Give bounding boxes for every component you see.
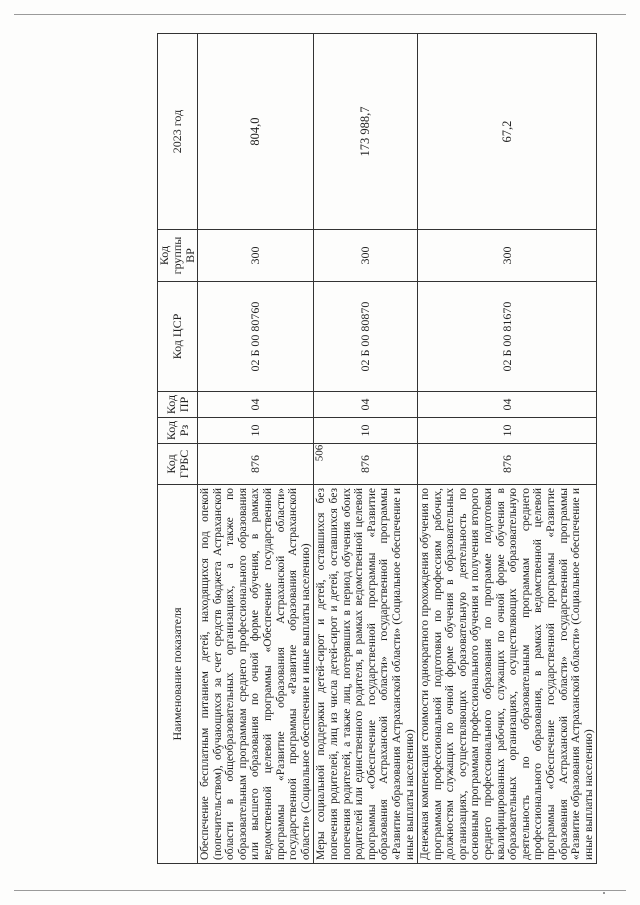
- scan-speck: [603, 892, 605, 894]
- row-rz: 10: [198, 418, 314, 444]
- header-csr: Код ЦСР: [158, 282, 198, 392]
- header-vr: Код группы ВР: [158, 230, 198, 282]
- header-name: Наименование показателя: [158, 485, 198, 864]
- header-pr: Код ПР: [158, 392, 198, 418]
- row-csr: 02 Б 00 80760: [198, 282, 314, 392]
- row-grbs: 876: [198, 444, 314, 485]
- row-rz: 10: [314, 418, 418, 444]
- row-amount: 804,0: [198, 34, 314, 230]
- row-rz: 10: [418, 418, 597, 444]
- row-csr: 02 Б 00 81670: [418, 282, 597, 392]
- row-amount: 67,2: [418, 34, 597, 230]
- budget-table: [157, 33, 597, 864]
- row-pr: 04: [314, 392, 418, 418]
- page-number: 506: [313, 444, 325, 462]
- table-row: [418, 34, 597, 864]
- row-name: Меры социальной поддержки детей-сирот и детей, оставшихся без попечения родителей, лиц из числа детей-сирот и детей, оставшихся без попечения родителей, а также лиц, потерявших в период обучения обоих родителей или единственного родителя, в рамках ведомственной целевой программы «Обеспечение государственной программы «Развитие образования Астраханской области» государственной программы «Развитие образования Астраханской области» (Социальное обеспечение и иные выплаты населению): [314, 485, 418, 864]
- header-rz: Код Рз: [158, 418, 198, 444]
- row-name: Обеспечение бесплатным питанием детей, находящихся под опекой (попечительством), обучающихся за счет средств бюджета Астраханской области в общеобразовательных организациях, а также по образовательным программам среднего профессионального образования или высшего образования по очной форме обучения, в рамках ведомственной целевой программы «Обеспечение государственной программы «Развитие образования Астраханской области» государственной программы «Развитие образования Астраханской области» (Социальное обеспечение и иные выплаты населению): [198, 485, 314, 864]
- table-row: [198, 34, 314, 864]
- table-header-row: [158, 34, 198, 864]
- row-pr: 04: [418, 392, 597, 418]
- row-csr: 02 Б 00 80870: [314, 282, 418, 392]
- row-vr: 300: [314, 230, 418, 282]
- row-grbs: 876: [418, 444, 597, 485]
- header-year: 2023 год: [158, 34, 198, 230]
- row-grbs: 876: [314, 444, 418, 485]
- scan-edge-line-bottom: [14, 890, 626, 891]
- scan-edge-line-top: [14, 14, 626, 15]
- budget-table-rotated: [157, 34, 595, 864]
- row-name: Денежная компенсация стоимости однократного прохождения обучения по программам профессиональной подготовки по профессиям рабочих, должностям служащих по очной форме обучения в образовательных организациях, осуществляющих образовательную деятельность по основным программам профессионального обучения и получения второго среднего профессионального образования по программе подготовки квалифицированных рабочих, служащих по очной форме обучения в образовательных организациях, осуществляющих образовательную деятельность по образовательным программам среднего профессионального образования, в рамках ведомственной целевой программы «Обеспечение государственной программы «Развитие образования Астраханской области» государственной программы «Развитие образования Астраханской области» (Социальное обеспечение и иные выплаты населению): [418, 485, 597, 864]
- header-grbs: Код ГРБС: [158, 444, 198, 485]
- row-pr: 04: [198, 392, 314, 418]
- table-row: [314, 34, 418, 864]
- row-vr: 300: [198, 230, 314, 282]
- row-vr: 300: [418, 230, 597, 282]
- row-amount: 173 988,7: [314, 34, 418, 230]
